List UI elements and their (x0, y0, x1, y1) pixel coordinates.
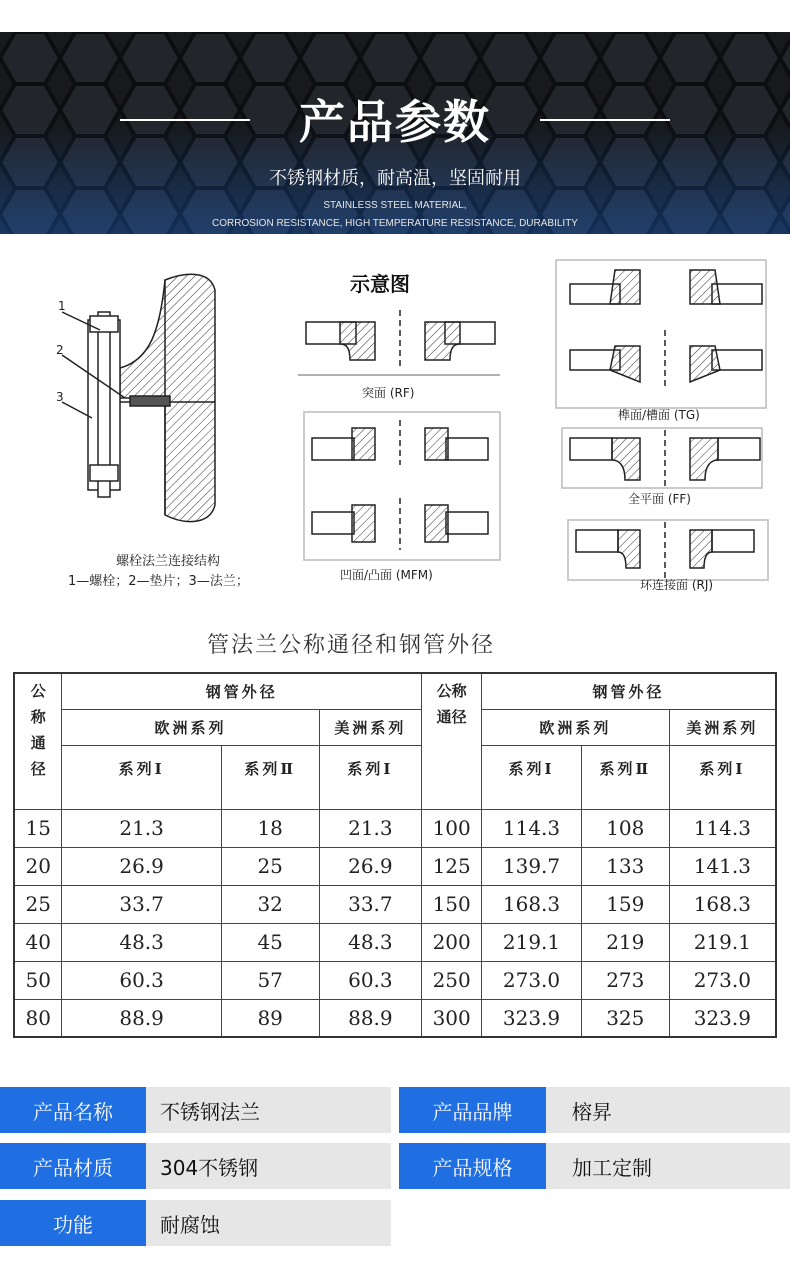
spec-value: 耐腐蚀 (146, 1200, 391, 1246)
table-row (14, 923, 776, 961)
spec-key: 产品材质 (0, 1143, 146, 1189)
table-cell: 323.9 (669, 999, 776, 1037)
label-tg: 榫面/槽面 (TG) (618, 408, 700, 422)
header-series1: 系列Ⅰ (669, 745, 776, 809)
table-cell: 159 (581, 885, 669, 923)
table-cell: 125 (422, 847, 482, 885)
table-cell: 25 (221, 847, 319, 885)
table-cell: 200 (422, 923, 482, 961)
header-nominal-left (14, 673, 62, 809)
header-outer-diameter-left: 钢管外径 (62, 673, 422, 709)
table-cell: 219.1 (482, 923, 582, 961)
table-cell: 18 (221, 809, 319, 847)
table-cell: 33.7 (319, 885, 422, 923)
page-title: 产品参数 (299, 95, 491, 149)
table-row (14, 847, 776, 885)
spec-product-spec (399, 1143, 790, 1189)
spec-function (0, 1200, 391, 1246)
table-cell: 219.1 (669, 923, 776, 961)
header-series2: 系列Ⅱ (581, 745, 669, 809)
header-char: 称 (30, 708, 46, 726)
header-char: 径 (30, 760, 46, 778)
table-cell: 25 (14, 885, 62, 923)
left-caption: 螺栓法兰连接结构 (116, 554, 221, 569)
table-cell: 20 (14, 847, 62, 885)
table-cell: 219 (581, 923, 669, 961)
table-cell: 15 (14, 809, 62, 847)
table-cell: 325 (581, 999, 669, 1037)
header-series1: 系列Ⅰ (319, 745, 422, 809)
table-cell: 26.9 (62, 847, 221, 885)
table-cell: 141.3 (669, 847, 776, 885)
table-cell: 88.9 (319, 999, 422, 1037)
header-series2: 系列Ⅱ (221, 745, 319, 809)
label-ff: 全平面 (FF) (628, 492, 691, 506)
header-banner (0, 32, 790, 234)
spec-key: 产品名称 (0, 1087, 146, 1133)
table-cell: 80 (14, 999, 62, 1037)
header-series1: 系列Ⅰ (482, 745, 582, 809)
header-char: 通径 (436, 708, 467, 726)
callout-3: 3 (56, 390, 64, 404)
spec-key: 产品品牌 (399, 1087, 546, 1133)
table-cell: 108 (581, 809, 669, 847)
header-europe-left: 欧洲系列 (62, 709, 319, 745)
header-char: 公称 (436, 682, 467, 700)
table-cell: 168.3 (669, 885, 776, 923)
callout-2: 2 (56, 343, 64, 357)
table-cell: 33.7 (62, 885, 221, 923)
label-mfm: 凹面/凸面 (MFM) (340, 568, 433, 582)
table-cell: 48.3 (319, 923, 422, 961)
flange-diagram-section (0, 250, 790, 605)
header-char: 公 (30, 682, 46, 700)
spec-value: 不锈钢法兰 (146, 1087, 391, 1133)
table-cell: 32 (221, 885, 319, 923)
table-cell: 45 (221, 923, 319, 961)
spec-key: 产品规格 (399, 1143, 546, 1189)
table-row (14, 999, 776, 1037)
header-char: 通 (30, 734, 46, 752)
table-cell: 114.3 (669, 809, 776, 847)
spec-key: 功能 (0, 1200, 146, 1246)
spec-product-brand (399, 1087, 790, 1133)
table-cell: 26.9 (319, 847, 422, 885)
table-row (14, 809, 776, 847)
table-cell: 150 (422, 885, 482, 923)
spec-product-material (0, 1143, 391, 1189)
table-cell: 48.3 (62, 923, 221, 961)
table-cell: 139.7 (482, 847, 582, 885)
table-cell: 114.3 (482, 809, 582, 847)
table-cell: 21.3 (62, 809, 221, 847)
table-cell: 89 (221, 999, 319, 1037)
pipe-flange-table (13, 672, 777, 1038)
table-cell: 40 (14, 923, 62, 961)
banner-english-line2: CORROSION RESISTANCE, HIGH TEMPERATURE RESISTANCE, DURABILITY (212, 218, 578, 229)
diagram-title: 示意图 (350, 272, 410, 296)
table-title: 管法兰公称通径和钢管外径 (206, 633, 495, 658)
table-cell: 21.3 (319, 809, 422, 847)
header-series1: 系列Ⅰ (62, 745, 221, 809)
header-europe-right: 欧洲系列 (482, 709, 670, 745)
table-cell: 273.0 (482, 961, 582, 999)
table-row (14, 961, 776, 999)
table-cell: 88.9 (62, 999, 221, 1037)
spec-value: 304不锈钢 (146, 1143, 391, 1189)
spec-product-name (0, 1087, 391, 1133)
header-nominal-right (422, 673, 482, 809)
banner-english-line1: STAINLESS STEEL MATERIAL, (323, 200, 467, 211)
table-cell: 250 (422, 961, 482, 999)
table-cell: 100 (422, 809, 482, 847)
header-america-right: 美洲系列 (669, 709, 776, 745)
table-cell: 50 (14, 961, 62, 999)
table-cell: 168.3 (482, 885, 582, 923)
table-cell: 323.9 (482, 999, 582, 1037)
banner-subtitle: 不锈钢材质，耐高温，坚固耐用 (269, 168, 521, 189)
title-rule-right (540, 119, 670, 121)
header-outer-diameter-right: 钢管外径 (482, 673, 776, 709)
table-row (14, 885, 776, 923)
table-cell: 57 (221, 961, 319, 999)
callout-1: 1 (58, 299, 66, 313)
label-rj: 环连接面 (RJ) (640, 578, 714, 592)
spec-value: 加工定制 (546, 1143, 790, 1189)
label-rf: 突面 (RF) (362, 386, 415, 400)
table-cell: 273.0 (669, 961, 776, 999)
table-cell: 133 (581, 847, 669, 885)
table-cell: 273 (581, 961, 669, 999)
table-cell: 60.3 (319, 961, 422, 999)
table-cell: 60.3 (62, 961, 221, 999)
header-america-left: 美洲系列 (319, 709, 422, 745)
spec-value: 榕昇 (546, 1087, 790, 1133)
left-legend: 1—螺栓；2—垫片；3—法兰； (68, 574, 249, 589)
table-cell: 300 (422, 999, 482, 1037)
